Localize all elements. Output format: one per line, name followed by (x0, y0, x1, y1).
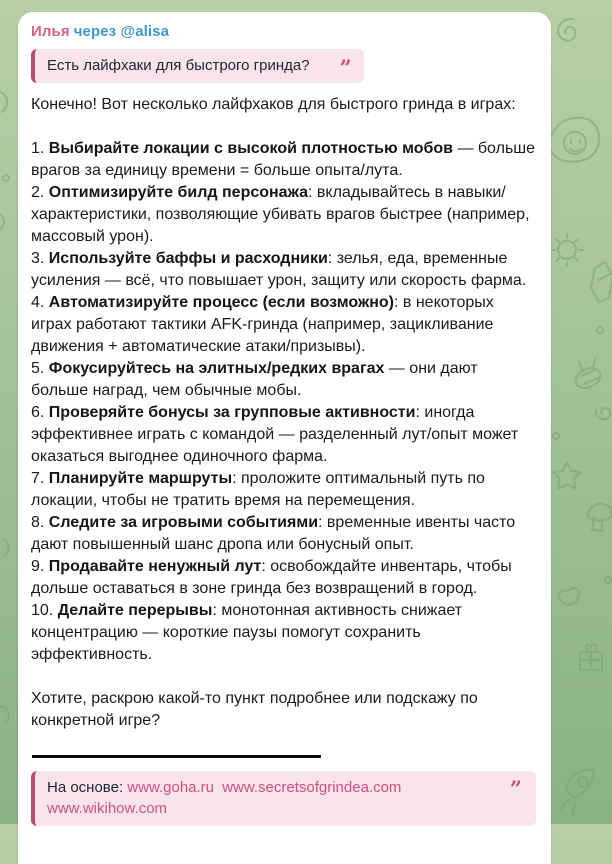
spiral-doodle (558, 19, 575, 41)
via-bot-link[interactable]: через @alisa (73, 23, 170, 40)
message-bubble (18, 12, 551, 864)
tip-item: 10. Делайте перерывы: монотонная активность снижает концентрацию — короткие паузы помогут сохранить эффективность. (31, 602, 463, 663)
sender-name[interactable]: Илья (31, 23, 70, 40)
blank-line (31, 666, 537, 688)
bottle-doodle (591, 262, 612, 302)
tip-item: 4. Автоматизируйте процесс (если возможно): в некоторых играх работают тактики AFK-гринда (например, зацикливание движения + автоматические атаки/призывы). (31, 294, 494, 355)
tip-item: 3. Используйте баффы и расходники: зелья, еда, временные усиления — всё, что повышает урон, защиту или скорость фарма. (31, 250, 527, 289)
star-doodle (553, 462, 581, 489)
quoted-question-block[interactable] (31, 49, 364, 83)
quote-icon: ” (339, 54, 352, 80)
gift-doodle (580, 652, 602, 670)
bee-doodle (572, 364, 603, 391)
tip-item: 6. Проверяйте бонусы за групповые активности: иногда эффективнее играть с командой — разделенный лут/опыт может оказаться выгоднее одиночного фарма. (31, 404, 519, 465)
intro-line: Конечно! Вот несколько лайфхаков для быстрого гринда в играх: (31, 96, 516, 113)
egg-smiley-doodle (549, 118, 599, 162)
tip-item: 2. Оптимизируйте билд персонажа: вкладывайтесь в навыки/характеристики, позволяющие убивать врагов быстрее (например, массовый урон). (31, 184, 530, 245)
tip-item: 5. Фокусируйтесь на элитных/редких врагах — они дают больше наград, чем обычные мобы. (31, 360, 478, 399)
source-link[interactable]: www.goha.ru (127, 779, 215, 796)
sources-label: На основе: (47, 779, 124, 796)
tips-list (31, 138, 537, 666)
rocket-doodle (566, 770, 594, 798)
horizontal-divider (32, 755, 321, 758)
source-link[interactable]: www.secretsofgrindea.com (222, 779, 402, 796)
tip-item: 7. Планируйте маршруты: проложите оптимальный путь по локации, чтобы не тратить время на перемещения. (31, 470, 485, 509)
heart-doodle (559, 588, 580, 604)
quoted-question-text: Есть лайфхаки для быстрого гринда? (47, 57, 310, 74)
tip-item: 8. Следите за игровыми событиями: временные ивенты часто дают повышенный шанс дропа или бонусный опыт. (31, 514, 516, 553)
tip-item: 1. Выбирайте локации с высокой плотностью мобов — больше врагов за единицу времени = больше опыта/лута. (31, 140, 536, 179)
message-header (31, 22, 537, 42)
mushroom-doodle (588, 504, 612, 531)
blank-line (31, 116, 537, 138)
sources-block (31, 771, 536, 826)
message-body (31, 94, 537, 732)
bug-doodle (558, 241, 576, 259)
source-link[interactable]: www.wikihow.com (47, 800, 168, 817)
egg-face (564, 132, 586, 154)
closing-question: Хотите, раскрою какой-то пункт подробнее или подскажу по конкретной игре? (31, 690, 478, 729)
quote-icon: ” (509, 776, 522, 801)
tip-item: 9. Продавайте ненужный лут: освобождайте инвентарь, чтобы дольше оставаться в зоне гринда без возвращений в город. (31, 558, 512, 597)
